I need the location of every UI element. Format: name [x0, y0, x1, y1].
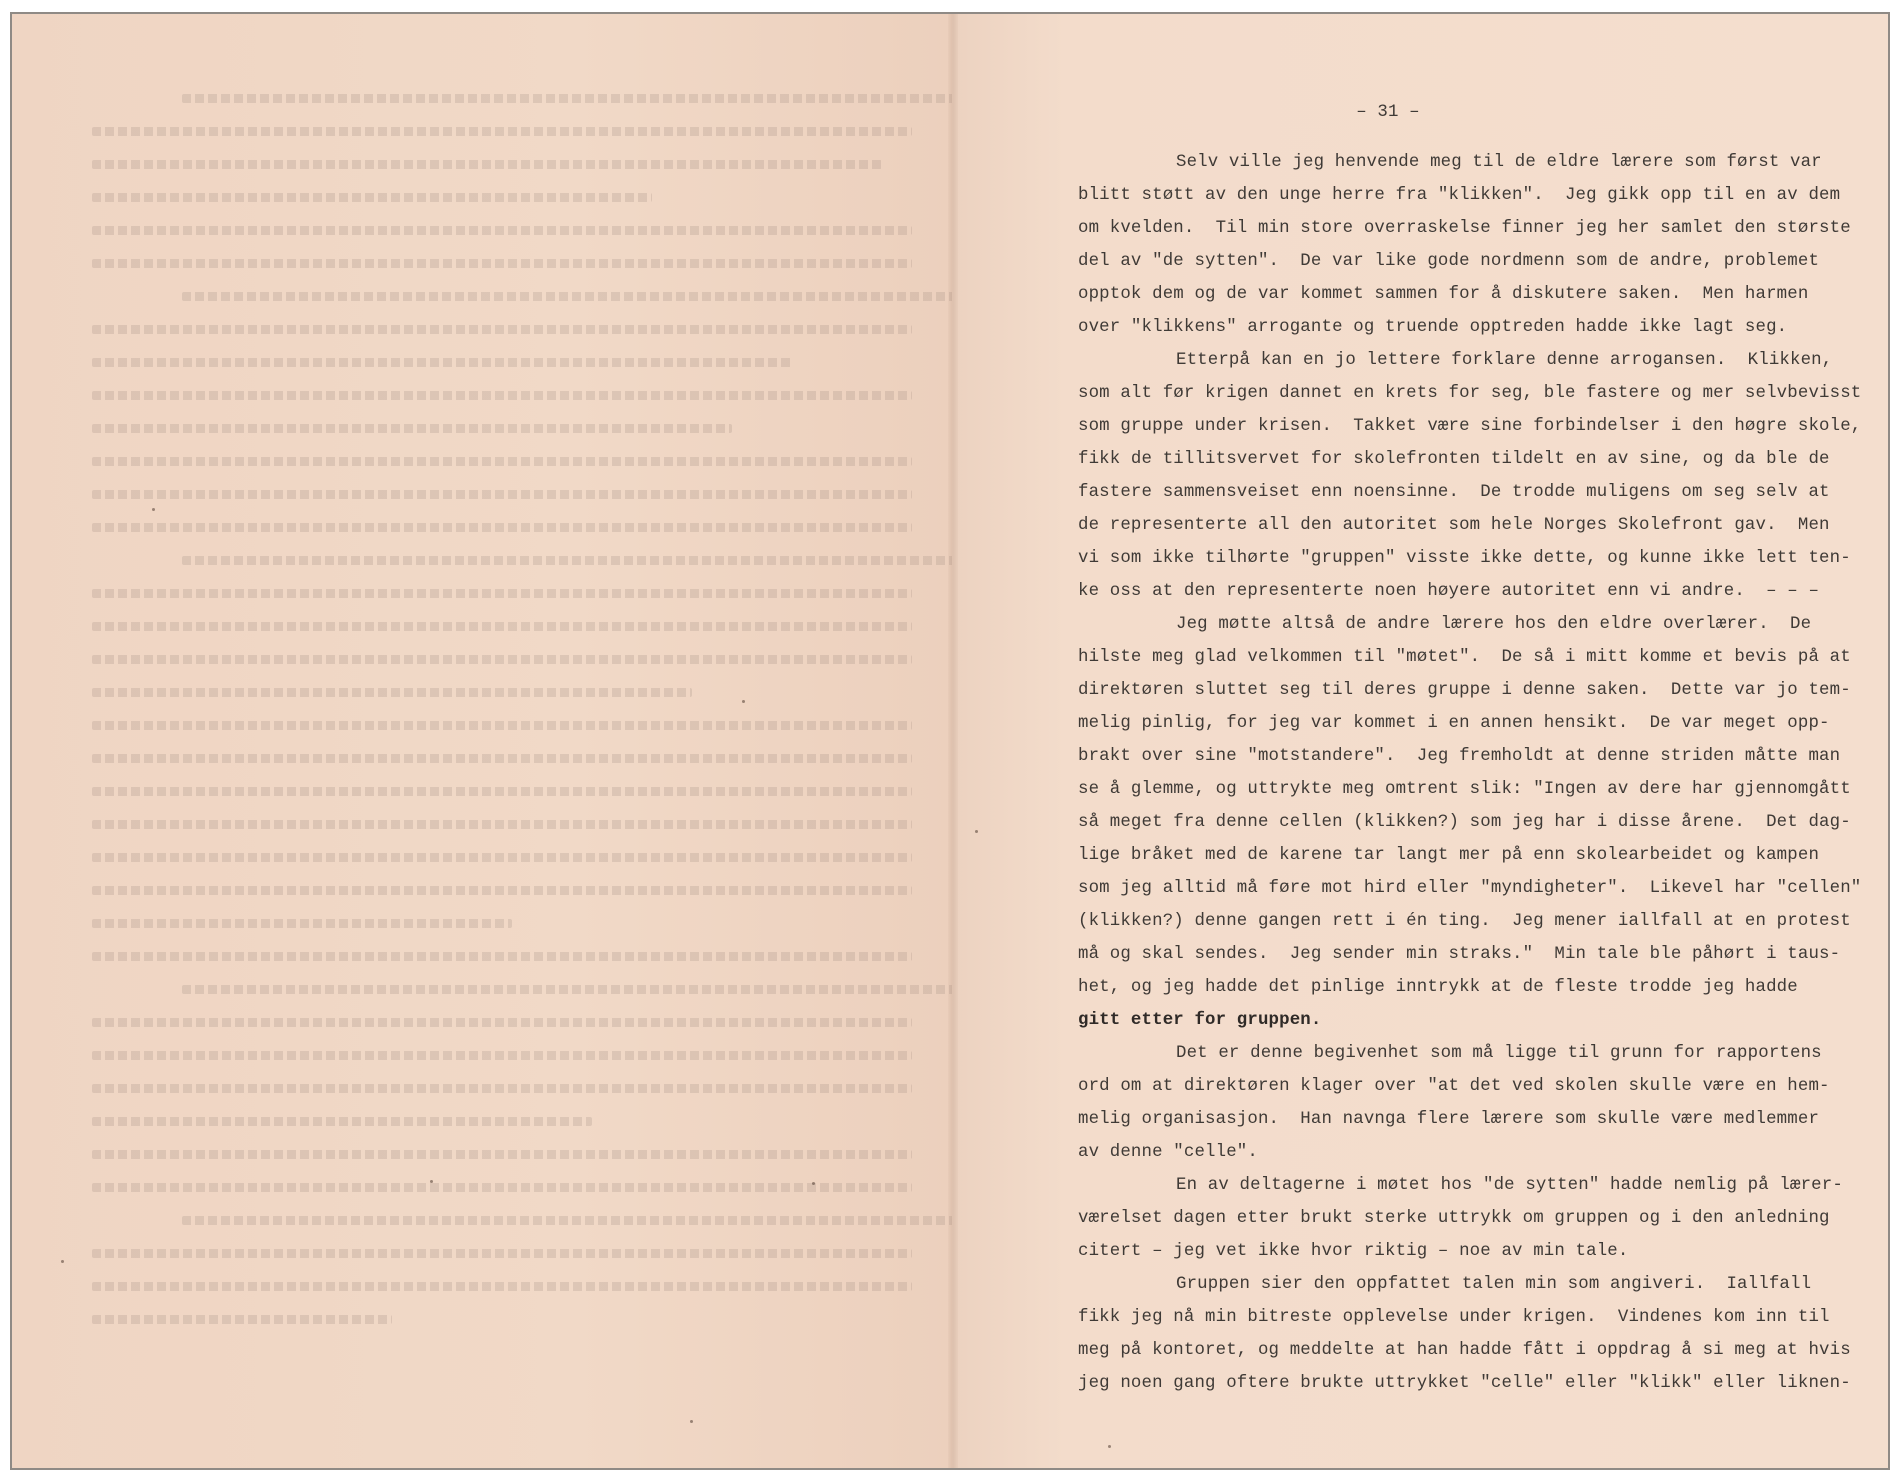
text-line: lige bråket med de karene tar langt mer på enn skolearbeidet og kampen	[1078, 846, 1820, 865]
bleed-line	[92, 259, 912, 268]
bleed-line	[92, 688, 692, 697]
paper-speck	[61, 1260, 64, 1263]
bleed-line	[182, 94, 1002, 103]
body-text	[1078, 146, 1878, 1400]
text-line: fastere sammensveiset enn noensinne. De trodde muligens om seg selv at	[1078, 483, 1830, 502]
bleed-line	[92, 490, 912, 499]
bleed-line	[92, 655, 912, 664]
text-line: vi som ikke tilhørte "gruppen" visste ikke dette, og kunne ikke lett ten-	[1078, 549, 1851, 568]
bleed-line	[182, 556, 1002, 565]
left-page-bleedthrough	[12, 14, 952, 1468]
bleed-line	[92, 853, 912, 862]
text-line: Det er denne begivenhet som må ligge til grunn for rapportens	[1176, 1044, 1822, 1063]
text-line: fikk jeg nå min bitreste opplevelse under krigen. Vindenes kom inn til	[1078, 1308, 1830, 1327]
paper-speck	[152, 508, 155, 511]
text-line: blitt støtt av den unge herre fra "klikken". Jeg gikk opp til en av dem	[1078, 186, 1841, 205]
text-line: En av deltagerne i møtet hos "de sytten" hadde nemlig på lærer-	[1176, 1176, 1843, 1195]
text-line: så meget fra denne cellen (klikken?) som jeg har i disse årene. Det dag-	[1078, 813, 1851, 832]
text-line: værelset dagen etter brukt sterke uttrykk om gruppen og i den anledning	[1078, 1209, 1830, 1228]
text-line: direktøren sluttet seg til deres gruppe i denne saken. Dette var jo tem-	[1078, 681, 1851, 700]
bleed-line	[92, 1315, 392, 1324]
text-line: jeg noen gang oftere brukte uttrykket "celle" eller "klikk" eller liknen-	[1078, 1374, 1851, 1393]
text-line: som jeg alltid må føre mot hird eller "myndigheter". Likevel har "cellen"	[1078, 879, 1862, 898]
text-line: ord om at direktøren klager over "at det ved skolen skulle være en hem-	[1078, 1077, 1830, 1096]
text-line: fikk de tillitsvervet for skolefronten tildelt en av sine, og da ble de	[1078, 450, 1830, 469]
paper-speck	[1108, 1445, 1111, 1448]
paper-speck	[430, 1180, 433, 1183]
bleed-line	[92, 721, 912, 730]
text-line: må og skal sendes. Jeg sender min straks." Min tale ble påhørt i taus-	[1078, 945, 1841, 964]
text-line: av denne "celle".	[1078, 1143, 1258, 1162]
text-line: opptok dem og de var kommet sammen for å diskutere saken. Men harmen	[1078, 285, 1809, 304]
bleed-line	[92, 358, 792, 367]
text-line: som gruppe under krisen. Takket være sine forbindelser i den høgre skole,	[1078, 417, 1862, 436]
text-line: Selv ville jeg henvende meg til de eldre lærere som først var	[1176, 153, 1822, 172]
paper-speck	[690, 1420, 693, 1423]
text-line: meg på kontoret, og meddelte at han hadde fått i oppdrag å si meg at hvis	[1078, 1341, 1851, 1360]
text-line: de representerte all den autoritet som hele Norges Skolefront gav. Men	[1078, 516, 1830, 535]
bleed-line	[92, 820, 912, 829]
bleed-line	[92, 886, 912, 895]
bleed-line	[92, 1051, 912, 1060]
text-line: Jeg møtte altså de andre lærere hos den eldre overlærer. De	[1176, 615, 1812, 634]
paper-speck	[742, 700, 745, 703]
bleed-line	[92, 1183, 912, 1192]
bleed-line	[92, 622, 912, 631]
bleed-line	[182, 985, 1002, 994]
bleed-line	[182, 1216, 1002, 1225]
paper-speck	[812, 1182, 815, 1185]
paper-speck	[975, 830, 978, 833]
bleed-line	[92, 226, 912, 235]
text-line: het, og jeg hadde det pinlige inntrykk at de fleste trodde jeg hadde	[1078, 978, 1798, 997]
bleed-line	[92, 1282, 912, 1291]
bleed-line	[92, 919, 512, 928]
text-line: om kvelden. Til min store overraskelse finner jeg her samlet den største	[1078, 219, 1851, 238]
book-gutter	[948, 14, 958, 1468]
bleed-line	[92, 1084, 912, 1093]
bleed-line	[92, 1249, 912, 1258]
bleed-line	[92, 1018, 912, 1027]
bleed-line	[92, 787, 912, 796]
bleed-line	[92, 589, 912, 598]
text-line: Etterpå kan en jo lettere forklare denne arrogansen. Klikken,	[1176, 351, 1833, 370]
bleed-through-text	[92, 94, 912, 1348]
bleed-line	[92, 127, 912, 136]
text-line: brakt over sine "motstandere". Jeg fremholdt at denne striden måtte man	[1078, 747, 1841, 766]
text-line: gitt etter for gruppen.	[1078, 1011, 1322, 1030]
bleed-line	[92, 1150, 912, 1159]
bleed-line	[92, 1117, 592, 1126]
text-line: citert – jeg vet ikke hvor riktig – noe av min tale.	[1078, 1242, 1629, 1261]
text-line: over "klikkens" arrogante og truende opptreden hadde ikke lagt seg.	[1078, 318, 1788, 337]
bleed-line	[92, 952, 912, 961]
text-line: som alt før krigen dannet en krets for seg, ble fastere og mer selvbevisst	[1078, 384, 1862, 403]
bleed-line	[92, 754, 912, 763]
text-line: melig organisasjon. Han navnga flere lærere som skulle være medlemmer	[1078, 1110, 1820, 1129]
bleed-line	[92, 457, 912, 466]
bleed-line	[92, 424, 732, 433]
text-line: hilste meg glad velkommen til "møtet". De så i mitt komme et bevis på at	[1078, 648, 1851, 667]
bleed-line	[182, 292, 1002, 301]
bleed-line	[92, 523, 912, 532]
text-line: del av "de sytten". De var like gode nordmenn som de andre, problemet	[1078, 252, 1820, 271]
bleed-line	[92, 160, 882, 169]
text-line: Gruppen sier den oppfattet talen min som angiveri. Iallfall	[1176, 1275, 1812, 1294]
text-line: ke oss at den representerte noen høyere autoritet enn vi andre. – – –	[1078, 582, 1820, 601]
page-number: – 31 –	[1356, 103, 1420, 122]
text-line: (klikken?) denne gangen rett i én ting. Jeg mener iallfall at en protest	[1078, 912, 1851, 931]
text-line: se å glemme, og uttrykte meg omtrent slik: "Ingen av dere har gjennomgått	[1078, 780, 1851, 799]
bleed-line	[92, 193, 652, 202]
bleed-line	[92, 325, 912, 334]
bleed-line	[92, 391, 912, 400]
text-line: melig pinlig, for jeg var kommet i en annen hensikt. De var meget opp-	[1078, 714, 1830, 733]
